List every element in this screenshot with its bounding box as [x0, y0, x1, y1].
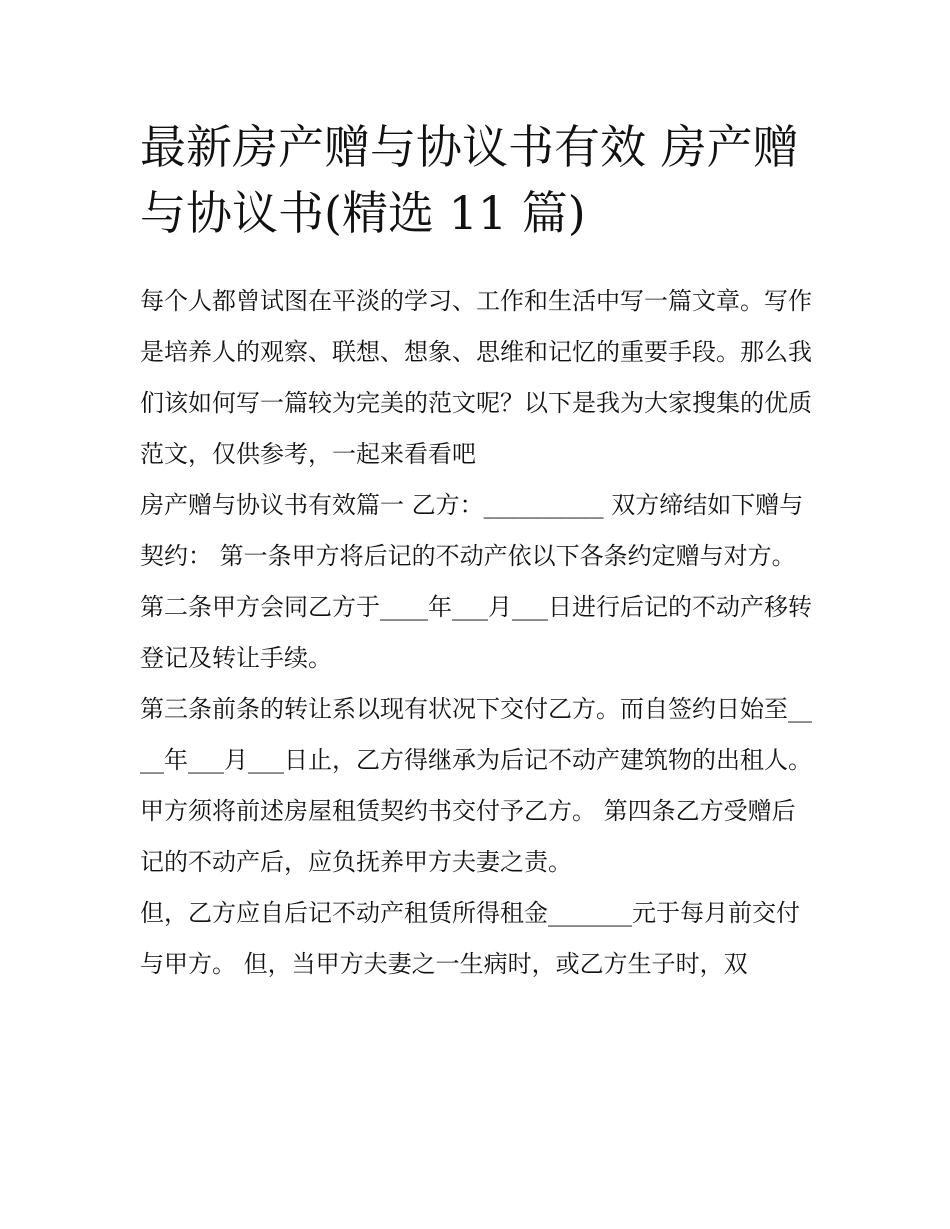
rent-payment-paragraph: 但，乙方应自后记不动产租赁所得租金_______元于每月前交付与甲方。 但，当甲方夫妻之一生病时，或乙方生子时，双: [140, 899, 800, 978]
document-body: [140, 276, 816, 990]
lease-handover-paragraph: 甲方须将前述房屋租赁契约书交付予乙方。 第四条乙方受赠后记的不动产后，应负抚养甲方夫妻之责。: [140, 797, 796, 876]
article-2-paragraph: 第二条甲方会同乙方于____年___月___日进行后记的不动产移转登记及转让手续。: [140, 593, 812, 672]
article-1-paragraph: 房产赠与协议书有效篇一 乙方：__________ 双方缔结如下赠与契约： 第一条甲方将后记的不动产依以下各条约定赠与对方。: [140, 491, 804, 570]
article-3-paragraph: 第三条前条的转让系以现有状况下交付乙方。而自签约日始至____年___月___日止，乙方得继承为后记不动产建筑物的出租人。: [140, 695, 812, 774]
document-title: 最新房产赠与协议书有效 房产赠与协议书(精选 11 篇): [140, 120, 799, 240]
intro-paragraph: 每个人都曾试图在平淡的学习、工作和生活中写一篇文章。写作是培养人的观察、联想、想象、思维和记忆的重要手段。那么我们该如何写一篇较为完美的范文呢？以下是我为大家搜集的优质范文，仅供参考，一起来看看吧: [140, 287, 812, 468]
